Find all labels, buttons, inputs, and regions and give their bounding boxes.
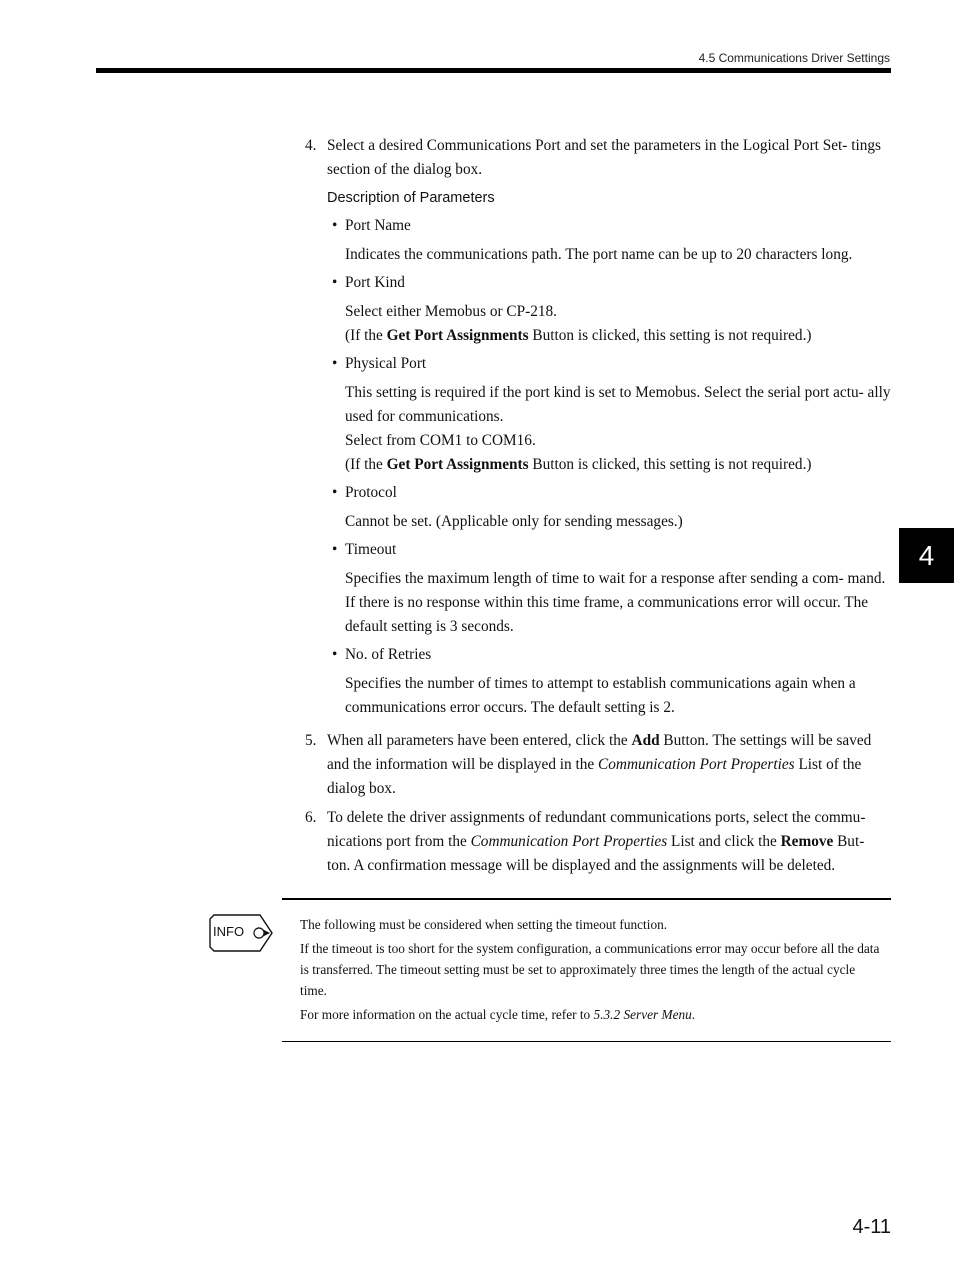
bullet-icon: • [332, 355, 338, 372]
info-paragraph: If the timeout is too short for the system configuration, a communications error may occur before all the data is transferred. The timeout setting must be set to approximately three times the length of the actual cycle time. [300, 941, 880, 998]
param-desc: Specifies the number of times to attempt to establish communications again when a communications error occurs. The default setting is 2. [345, 675, 856, 716]
parameters-heading: Description of Parameters [327, 190, 495, 206]
chapter-tab: 4 [899, 528, 954, 583]
param-name: Protocol [345, 484, 397, 501]
step-body: To delete the driver assignments of redundant communications ports, select the commu- nications port from the Communication Port Properties List and click the Remove But- ton. A confirmation message will be displayed and the assignments will be deleted. [327, 809, 866, 874]
info-text [300, 914, 885, 1028]
param-desc: Indicates the communications path. The port name can be up to 20 characters long. [345, 246, 853, 263]
param-desc-line: Select either Memobus or CP-218. [345, 303, 557, 320]
step-number: 5. [305, 732, 317, 749]
bullet-icon: • [332, 217, 338, 234]
param-port-kind [327, 271, 891, 348]
step-4 [305, 134, 891, 724]
step-text: Select a desired Communications Port and set the parameters in the Logical Port Set- tings section of the dialog box. [327, 137, 881, 178]
param-timeout [327, 538, 891, 639]
param-desc: Cannot be set. (Applicable only for sending messages.) [345, 513, 683, 530]
param-desc [345, 300, 891, 348]
step-number: 4. [305, 137, 317, 154]
info-paragraph: The following must be considered when setting the timeout function. [300, 917, 668, 932]
param-desc-line: Select from COM1 to COM16. [345, 432, 536, 449]
info-label: INFO [213, 924, 245, 939]
bullet-icon: • [332, 541, 338, 558]
step-6 [305, 806, 891, 878]
param-desc-line: (If the Get Port Assignments Button is clicked, this setting is not required.) [345, 456, 812, 473]
header-rule [96, 68, 891, 73]
info-box [282, 898, 891, 1042]
param-protocol [327, 481, 891, 534]
param-name: Timeout [345, 541, 397, 558]
param-name: No. of Retries [345, 646, 432, 663]
param-name: Port Kind [345, 274, 405, 291]
param-desc: Specifies the maximum length of time to wait for a response after sending a com- mand. If there is no response within this time frame, a communications error will occur. The default setting is 3 seconds. [345, 570, 886, 635]
running-header: 4.5 Communications Driver Settings [698, 51, 890, 65]
param-retries [327, 643, 891, 720]
info-paragraph: For more information on the actual cycle time, refer to 5.3.2 Server Menu. [300, 1007, 696, 1022]
param-name: Port Name [345, 217, 411, 234]
param-desc [345, 381, 891, 477]
step-5 [305, 729, 891, 801]
bullet-icon: • [332, 646, 338, 663]
param-desc-line: This setting is required if the port kind is set to Memobus. Select the serial port actu- ally used for communications. [345, 384, 891, 425]
bullet-icon: • [332, 274, 338, 291]
bullet-icon: • [332, 484, 338, 501]
step-number: 6. [305, 809, 317, 826]
param-port-name [327, 214, 891, 267]
main-content [305, 134, 891, 883]
param-desc-line: (If the Get Port Assignments Button is clicked, this setting is not required.) [345, 327, 812, 344]
page-number: 4-11 [852, 1216, 891, 1238]
step-body [327, 134, 891, 724]
param-physical-port [327, 352, 891, 477]
step-body: When all parameters have been entered, click the Add Button. The settings will be saved and the information will be displayed in the Communication Port Properties List of the dialog box. [327, 732, 872, 797]
param-name: Physical Port [345, 355, 427, 372]
